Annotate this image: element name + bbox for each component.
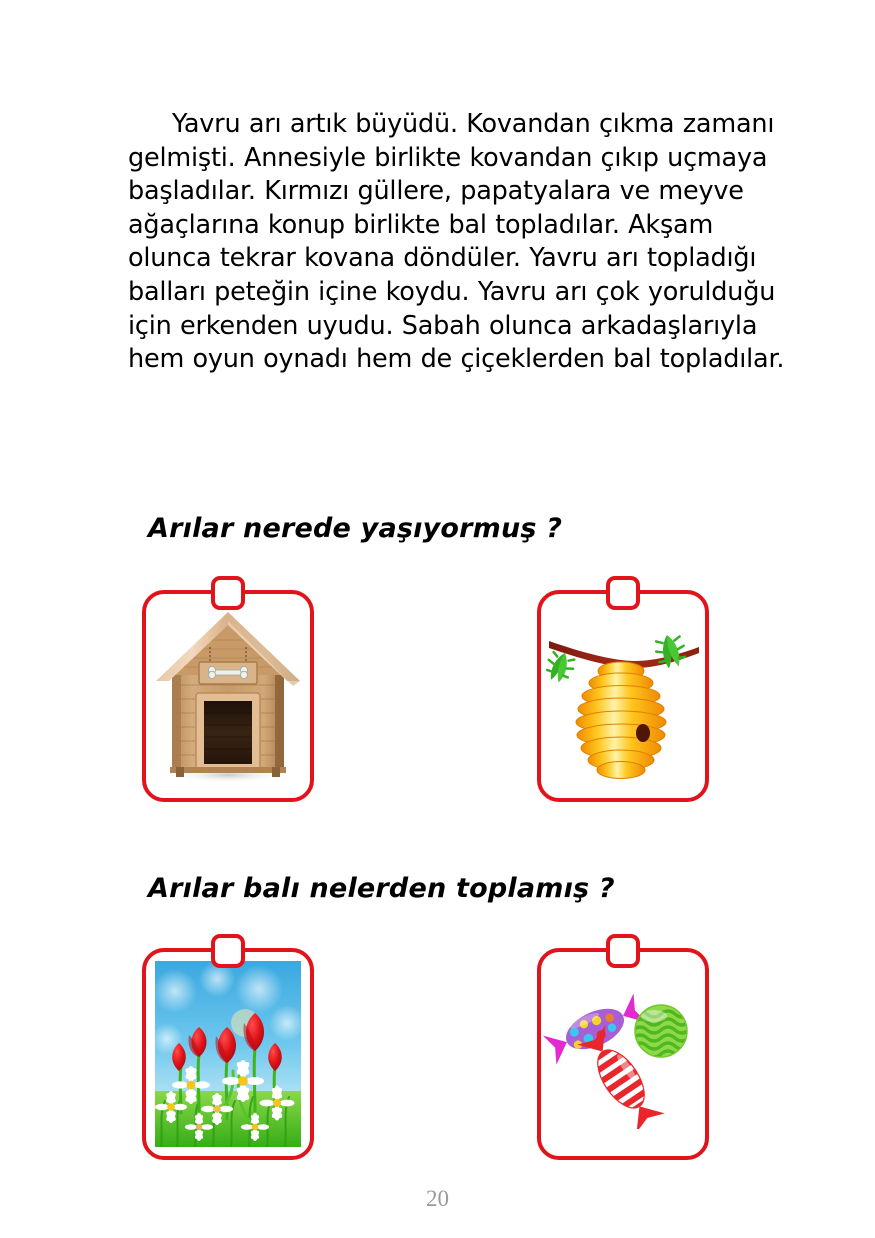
question-2-text: Arılar balı nelerden toplamış ? [148,873,615,904]
q1-option-dog-house-checkbox[interactable] [211,576,245,610]
page-number: 20 [426,1186,449,1211]
q2-option-flowers-checkbox[interactable] [211,934,245,968]
q1-option-dog-house[interactable] [142,590,314,802]
q2-option-flowers[interactable] [142,948,314,1160]
story-paragraph: Yavru arı artık büyüdü. Kovandan çıkma zamanı gelmişti. Annesiyle birlikte kovandan çıkıp uçmaya başladılar. Kırmızı güllere, papatyalara ve meyve ağaçlarına konup birlikte bal topladılar. Akşam olunca tekrar kovana döndüler. Yavru arı topladığı balları peteğin içine koydu. Yavru arı çok yorulduğu için erkenden uyudu. Sabah olunca arkadaşlarıyla hem oyun oynadı hem de çiçeklerden bal topladılar. [128,109,785,375]
q1-option-beehive-checkbox[interactable] [606,576,640,610]
beehive-icon [541,594,705,798]
q1-option-beehive[interactable] [537,590,709,802]
flower-meadow-icon [146,952,310,1156]
dog-house-icon [146,594,310,798]
q2-option-candies[interactable] [537,948,709,1160]
question-1-text: Arılar nerede yaşıyormuş ? [148,513,563,544]
candy-icon [541,952,705,1156]
q2-option-candies-checkbox[interactable] [606,934,640,968]
